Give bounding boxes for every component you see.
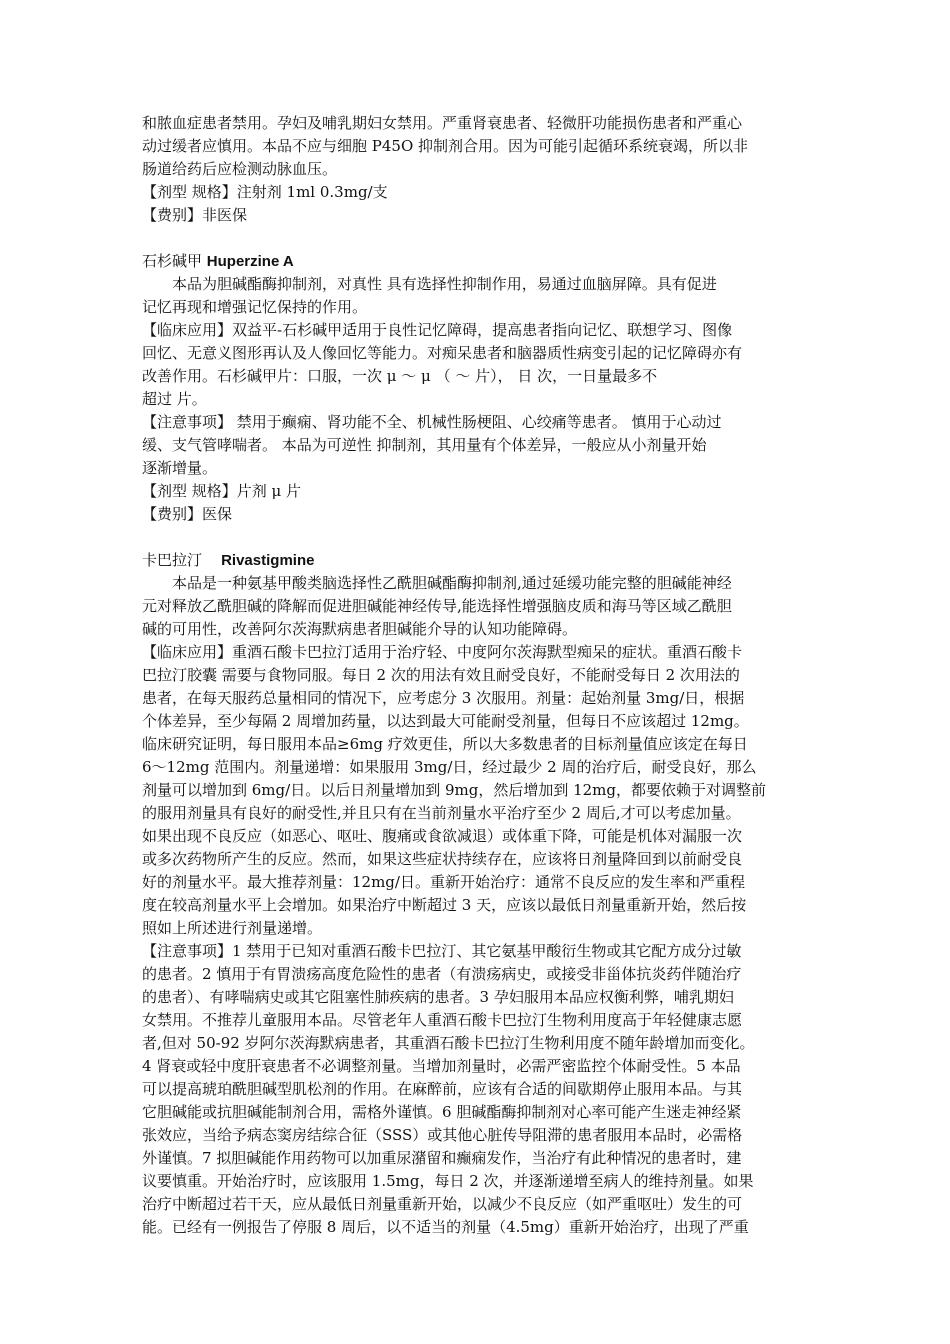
text-line: 的患者。2 慎用于有胃溃疡高度危险性的患者（有溃疡病史，或接受非甾体抗炎药伴随治疗 xyxy=(142,965,742,983)
text-line: 外谨慎。7 拟胆碱能作用药物可以加重尿潴留和癫痫发作，当治疗有此种情况的患者时，建 xyxy=(142,1149,742,1167)
dosage-form-line: 【剂型 规格】片剂 μ 片 xyxy=(142,482,302,500)
fee-category-line: 【费别】医保 xyxy=(142,505,233,523)
text-line: 可以提高琥珀酰胆碱型肌松剂的作用。在麻醉前，应该有合适的间歇期停止服用本品。与其 xyxy=(142,1080,743,1098)
text-line: 逐渐增量。 xyxy=(142,459,218,477)
dosage-form-line: 【剂型 规格】注射剂 1ml 0.3mg/支 xyxy=(142,183,388,201)
text-line: 【临床应用】双益平-石杉碱甲适用于良性记忆障碍，提高患者指向记忆、联想学习、图像 xyxy=(142,321,733,339)
drug-title-cn: 石杉碱甲 xyxy=(142,252,203,270)
section-gap xyxy=(142,227,812,250)
text-line: 女禁用。不推荐儿童服用本品。尽管老年人重酒石酸卡巴拉汀生物利用度高于年轻健康志愿 xyxy=(142,1011,743,1029)
text-line: 或多次药物所产生的反应。然而，如果这些症状持续存在，应该将日剂量降回到以前耐受良 xyxy=(142,850,743,868)
text-line: 剂量可以增加到 6mg/日。以后日剂量增加到 9mg，然后增加到 12mg，都要依赖于对调整前 xyxy=(142,781,767,799)
drug-title-cn: 卡巴拉汀 xyxy=(142,551,203,569)
text-line: 缓、支气管哮喘者。 本品为可逆性 抑制剂，其用量有个体差异，一般应从小剂量开始 xyxy=(142,436,707,454)
text-line: 张效应，当给予病态窦房结综合征（SSS）或其他心脏传导阻滞的患者服用本品时，必需格 xyxy=(142,1126,743,1144)
drug-title-huperzine xyxy=(142,250,812,273)
text-line: 【注意事项】 禁用于癫痫、肾功能不全、机械性肠梗阻、心绞痛等患者。 慎用于心动过 xyxy=(142,413,722,431)
drug-intro xyxy=(142,572,812,641)
precautions-section xyxy=(142,411,812,480)
top-paragraph xyxy=(142,112,812,181)
text-line: 它胆碱能或抗胆碱能制剂合用，需格外谨慎。6 胆碱酯酶抑制剂对心率可能产生迷走神经紧 xyxy=(142,1103,742,1121)
text-line: 【注意事项】1 禁用于已知对重酒石酸卡巴拉汀、其它氨基甲酸衍生物或其它配方成分过敏 xyxy=(142,942,742,960)
clinical-use-section xyxy=(142,319,812,411)
text-line: 的服用剂量具有良好的耐受性,并且只有在当前剂量水平治疗至少 2 周后,才可以考虑加量。 xyxy=(142,804,741,822)
text-line: 者,但对 50-92 岁阿尔茨海默病患者，其重酒石酸卡巴拉汀生物利用度不随年龄增加而变化。 xyxy=(142,1034,755,1052)
text-line: 好的剂量水平。最大推荐剂量：12mg/日。重新开始治疗：通常不良反应的发生率和严重程 xyxy=(142,873,745,891)
text-line: 肠道给药后应检测动脉血压。 xyxy=(142,160,338,178)
text-line: 的患者）、有哮喘病史或其它阻塞性肺疾病的患者。3 孕妇服用本品应权衡利弊，哺乳期妇 xyxy=(142,988,734,1006)
text-line: 超过 片。 xyxy=(142,390,207,408)
text-line: 记忆再现和增强记忆保持的作用。 xyxy=(142,298,368,316)
section-gap xyxy=(142,526,812,549)
text-line: 照如上所述进行剂量递增。 xyxy=(142,919,323,937)
text-line: 和脓血症患者禁用。孕妇及哺乳期妇女禁用。严重肾衰患者、轻微肝功能损伤患者和严重心 xyxy=(142,114,743,132)
drug-intro xyxy=(142,273,812,319)
text-line: 回忆、无意义图形再认及人像回忆等能力。对痴呆患者和脑器质性病变引起的记忆障碍亦有 xyxy=(142,344,743,362)
text-line: 巴拉汀胶囊 需要与食物同服。每日 2 次的用法有效且耐受良好，不能耐受每日 2 次用法的 xyxy=(142,666,740,684)
precautions-section xyxy=(142,940,812,1239)
text-line: 个体差异，至少每隔 2 周增加药量，以达到最大可能耐受剂量，但每日不应该超过 12mg。 xyxy=(142,712,749,730)
text-line: 临床研究证明，每日服用本品≥6mg 疗效更佳，所以大多数患者的目标剂量值应该定在每日 xyxy=(142,735,748,753)
fee-category-line: 【费别】非医保 xyxy=(142,206,248,224)
text-line: 动过缓者应慎用。本品不应与细胞 P45O 抑制剂合用。因为可能引起循环系统衰竭，所以非 xyxy=(142,137,749,155)
text-line: 6～12mg 范围内。剂量递增：如果服用 3mg/日，经过最少 2 周的治疗后，耐受良好，那么 xyxy=(142,758,757,776)
drug-title-en: Rivastigmine xyxy=(221,552,315,569)
text-line: 议要慎重。开始治疗时，应该服用 1.5mg，每日 2 次，并逐渐递增至病人的维持剂量。如果 xyxy=(142,1172,754,1190)
text-line: 能。已经有一例报告了停服 8 周后，以不适当的剂量（4.5mg）重新开始治疗，出现了严重 xyxy=(142,1218,749,1236)
text-line: 如果出现不良反应（如恶心、呕吐、腹痛或食欲减退）或体重下降，可能是机体对漏服一次 xyxy=(142,827,743,845)
text-line: 本品是一种氨基甲酸类脑选择性乙酰胆碱酯酶抑制剂,通过延缓功能完整的胆碱能神经 xyxy=(172,574,732,592)
text-line: 元对释放乙酰胆碱的降解而促进胆碱能神经传导,能选择性增强脑皮质和海马等区域乙酰胆 xyxy=(142,597,732,615)
text-line: 碱的可用性，改善阿尔茨海默病患者胆碱能介导的认知功能障碍。 xyxy=(142,620,578,638)
text-line: 治疗中断超过若干天，应从最低日剂量重新开始，以减少不良反应（如严重呕吐）发生的可 xyxy=(142,1195,743,1213)
drug-title-en: Huperzine A xyxy=(206,253,294,270)
text-line: 患者，在每天服药总量相同的情况下，应考虑分 3 次服用。剂量：起始剂量 3mg/日，根据 xyxy=(142,689,745,707)
clinical-use-section xyxy=(142,641,812,940)
text-line: 4 肾衰或轻中度肝衰患者不必调整剂量。当增加剂量时，必需严密监控个体耐受性。5 本品 xyxy=(142,1057,741,1075)
drug-title-rivastigmine xyxy=(142,549,812,572)
text-line: 度在较高剂量水平上会增加。如果治疗中断超过 3 天，应该以最低日剂量重新开始，然后按 xyxy=(142,896,747,914)
text-line: 【临床应用】重酒石酸卡巴拉汀适用于治疗轻、中度阿尔茨海默型痴呆的症状。重酒石酸卡 xyxy=(142,643,743,661)
text-line: 改善作用。石杉碱甲片：口服，一次 μ ～ μ （ ～ 片）， 日 次，一日量最多不 xyxy=(142,367,658,385)
document-page xyxy=(142,112,812,1239)
text-line: 本品为胆碱酯酶抑制剂，对真性 具有选择性抑制作用，易通过血脑屏障。具有促进 xyxy=(172,275,717,293)
